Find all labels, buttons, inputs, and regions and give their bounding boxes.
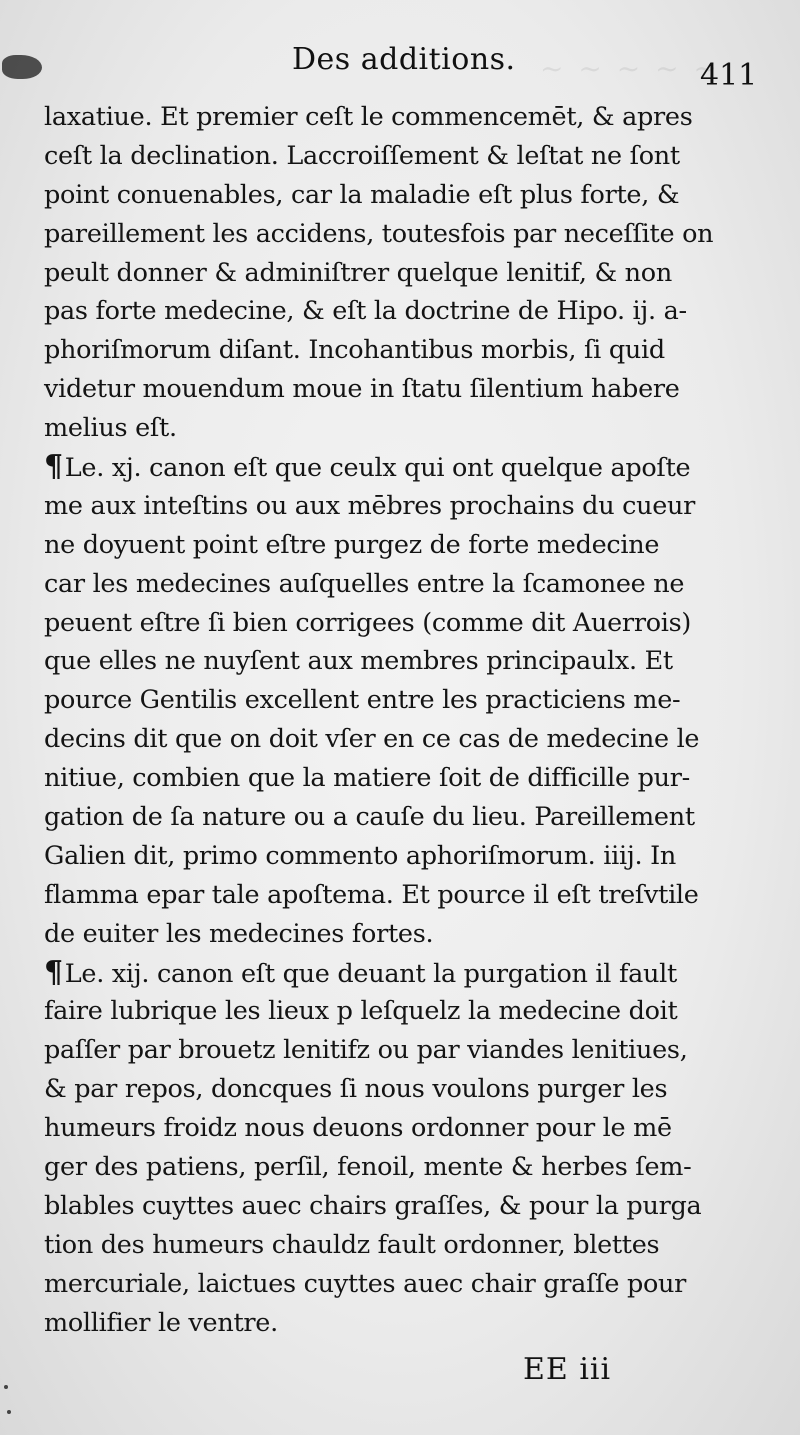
text-line (44, 1031, 750, 1070)
text-line (44, 1187, 750, 1226)
text-line (44, 954, 750, 993)
line-text: point conuenables, car la maladie eſt plus forte, & (44, 179, 680, 210)
text-line (44, 1109, 750, 1148)
line-text: pareillement les accidens, toutesfois par neceſſite on (44, 218, 714, 249)
line-text: me aux inteſtins ou aux mēbres prochains du cueur (44, 490, 696, 521)
text-line (44, 137, 750, 176)
text-line (44, 1226, 750, 1265)
text-line (44, 254, 750, 293)
line-text: ne doyuent point eſtre purgez de forte medecine (44, 529, 660, 560)
pilcrow-mark: ¶ (44, 954, 63, 990)
text-line (44, 292, 750, 331)
text-line (44, 98, 750, 137)
line-text: Galien dit, primo commento aphoriſmorum. iiij. In (44, 840, 676, 871)
text-line (44, 176, 750, 215)
line-text: laxatiue. Et premier ceſt le commencemēt, & apres (44, 102, 693, 132)
text-line (44, 1265, 750, 1304)
text-line (44, 1070, 750, 1109)
text-line (44, 409, 750, 448)
line-text: que elles ne nuyſent aux membres principaulx. Et (44, 646, 673, 677)
running-title: Des additions. (292, 42, 516, 77)
signature-mark: EE iii (523, 1352, 612, 1387)
line-text: Le. xj. canon eſt que ceulx qui ont quelque apoſte (64, 453, 691, 484)
line-text: car les medecines auſquelles entre la ſcamonee ne (44, 568, 685, 599)
line-text: decins dit que on doit vſer en ce cas de medecine le (44, 724, 700, 755)
text-line (44, 526, 750, 565)
line-text: tion des humeurs chauldz fault ordonner, blettes (44, 1229, 660, 1260)
line-text: peult donner & adminiſtrer quelque lenitif, & non (44, 257, 672, 288)
line-text: faire lubrique les lieux p leſquelz la medecine doit (44, 996, 678, 1027)
page-number: 411 (700, 58, 758, 93)
line-text: mollifier le ventre. (44, 1307, 278, 1338)
pilcrow-mark: ¶ (44, 449, 63, 485)
text-line (44, 798, 750, 837)
text-line (44, 992, 750, 1031)
text-line (44, 876, 750, 915)
show-through-text: ~ ~ ~ ~ ~ (540, 52, 720, 85)
text-line (44, 837, 750, 876)
edge-speck (7, 1410, 11, 1414)
line-text: gation de ſa nature ou a cauſe du lieu. Pareillement (44, 802, 695, 833)
text-line (44, 720, 750, 759)
line-text: ger des patiens, perſil, fenoil, mente & herbes ſem- (44, 1152, 692, 1183)
text-line (44, 487, 750, 526)
text-line (44, 1304, 750, 1343)
text-line (44, 915, 750, 954)
line-text: nitiue, combien que la matiere ſoit de difficille pur- (44, 763, 690, 794)
line-text: blables cuyttes auec chairs graſſes, & pour la purga (44, 1190, 702, 1221)
line-text: & par repos, doncques ſi nous voulons purger les (44, 1074, 668, 1105)
line-text: Le. xij. canon eſt que deuant la purgation il fault (64, 958, 677, 989)
text-line (44, 642, 750, 681)
line-text: ceſt la declination. Laccroiſſement & leſtat ne ſont (44, 140, 680, 171)
line-text: pource Gentilis excellent entre les practiciens me- (44, 685, 681, 716)
text-line (44, 604, 750, 643)
line-text: peuent eſtre ſi bien corrigees (comme dit Auerrois) (44, 607, 692, 638)
text-line (44, 681, 750, 720)
text-line (44, 448, 750, 487)
line-text: melius eſt. (44, 413, 177, 444)
edge-speck (4, 1385, 8, 1389)
text-line (44, 1148, 750, 1187)
text-line (44, 331, 750, 370)
line-text: paſſer par brouetz lenitifz ou par viandes lenitiues, (44, 1035, 688, 1066)
line-text: de euiter les medecines fortes. (44, 918, 434, 949)
edge-stain (2, 55, 42, 79)
text-line (44, 565, 750, 604)
line-text: videtur mouendum moue in ſtatu ſilentium habere (44, 374, 680, 405)
text-line (44, 759, 750, 798)
line-text: flamma epar tale apoſtema. Et pource il eſt treſvtile (44, 879, 699, 910)
line-text: mercuriale, laictues cuyttes auec chair graſſe pour (44, 1268, 687, 1299)
line-text: humeurs froidz nous deuons ordonner pour le mē (44, 1113, 672, 1144)
line-text: phoriſmorum diſant. Incohantibus morbis, ſi quid (44, 335, 665, 366)
text-line (44, 215, 750, 254)
line-text: pas forte medecine, & eſt la doctrine de Hipo. ij. a- (44, 296, 687, 327)
text-line (44, 370, 750, 409)
body-text (44, 98, 750, 1343)
